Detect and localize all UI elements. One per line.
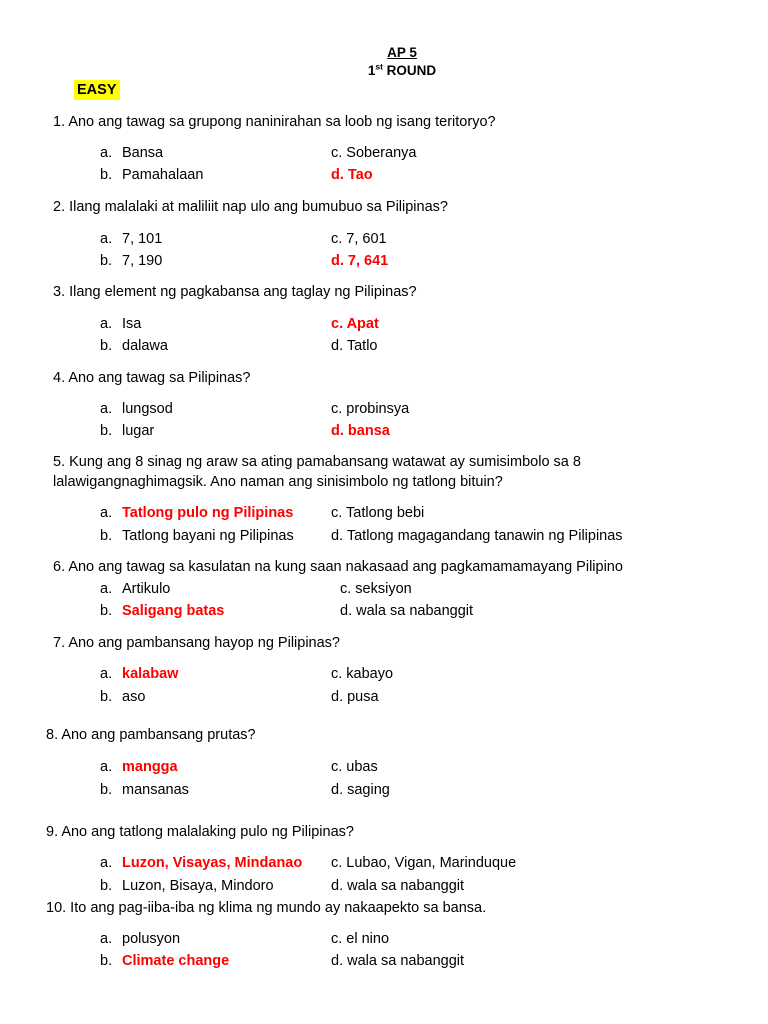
choice-c-correct: c. Apat	[331, 316, 379, 332]
choice-c: c. kabayo	[331, 666, 394, 682]
subject-title: AP 5	[387, 45, 417, 60]
question-8: 8. Ano ang pambansang prutas?	[46, 727, 256, 743]
choice-a-marker: a.	[100, 855, 113, 871]
choice-a-marker: a.	[100, 505, 113, 521]
choice-d: d. Tatlo	[331, 338, 378, 354]
choice-a: Artikulo	[122, 581, 171, 597]
choice-a-marker: a.	[100, 759, 113, 775]
choice-d: d. pusa	[331, 689, 379, 705]
question-10: 10. Ito ang pag-iiba-iba ng klima ng mundo ay nakaapekto sa bansa.	[46, 900, 487, 916]
choice-b-marker: b.	[100, 338, 113, 354]
choice-a: 7, 101	[122, 231, 163, 247]
question-2: 2. Ilang malalaki at maliliit nap ulo ang bumubuo sa Pilipinas?	[53, 199, 448, 215]
choice-a-marker: a.	[100, 666, 113, 682]
choice-c: c. Tatlong bebi	[331, 505, 425, 521]
choice-c: c. 7, 601	[331, 231, 387, 247]
choice-b-marker: b.	[100, 782, 113, 798]
choice-c: c. Lubao, Vigan, Marinduque	[331, 855, 517, 871]
choice-c: c. el nino	[331, 931, 390, 947]
choice-d-correct: d. bansa	[331, 423, 390, 439]
choice-a-marker: a.	[100, 931, 113, 947]
choice-b-correct: Saligang batas	[122, 603, 225, 619]
choice-a-correct: Tatlong pulo ng Pilipinas	[122, 505, 294, 521]
choice-a: polusyon	[122, 931, 181, 947]
question-5-line-2: lalawigangnaghimagsik. Ano naman ang sinisimbolo ng tatlong bituin?	[53, 474, 503, 490]
choice-a-marker: a.	[100, 401, 113, 417]
choice-a: Bansa	[122, 145, 164, 161]
choice-a-correct: mangga	[122, 759, 178, 775]
choice-b-marker: b.	[100, 689, 113, 705]
choice-d: d. wala sa nabanggit	[331, 953, 465, 969]
choice-d-correct: d. Tao	[331, 167, 373, 183]
choice-b: Tatlong bayani ng Pilipinas	[122, 528, 294, 544]
choice-b: aso	[122, 689, 146, 705]
question-1: 1. Ano ang tawag sa grupong naninirahan sa loob ng isang teritoryo?	[53, 114, 496, 130]
choice-b: 7, 190	[122, 253, 163, 269]
choice-b: Pamahalaan	[122, 167, 204, 183]
choice-a-correct: kalabaw	[122, 666, 179, 682]
choice-a: lungsod	[122, 401, 173, 417]
question-7: 7. Ano ang pambansang hayop ng Pilipinas?	[53, 635, 340, 651]
choice-a-marker: a.	[100, 145, 113, 161]
choice-b-marker: b.	[100, 528, 113, 544]
choice-d: d. saging	[331, 782, 390, 798]
choice-d: d. wala sa nabanggit	[331, 878, 465, 894]
choice-b-marker: b.	[100, 167, 113, 183]
choice-d: d. wala sa nabanggit	[340, 603, 474, 619]
choice-b: dalawa	[122, 338, 168, 354]
choice-c: c. probinsya	[331, 401, 410, 417]
choice-b-marker: b.	[100, 423, 113, 439]
choice-b-marker: b.	[100, 878, 113, 894]
choice-b-correct: Climate change	[122, 953, 230, 969]
choice-d-correct: d. 7, 641	[331, 253, 389, 269]
question-6: 6. Ano ang tawag sa kasulatan na kung saan nakasaad ang pagkamamamayang Pilipino	[53, 559, 623, 575]
choice-b: mansanas	[122, 782, 189, 798]
question-4: 4. Ano ang tawag sa Pilipinas?	[53, 370, 251, 386]
choice-a: Isa	[122, 316, 142, 332]
choice-c: c. Soberanya	[331, 145, 417, 161]
choice-a-marker: a.	[100, 316, 113, 332]
round-title: 1st ROUND	[367, 61, 437, 78]
question-3: 3. Ilang element ng pagkabansa ang taglay ng Pilipinas?	[53, 284, 417, 300]
choice-a-correct: Luzon, Visayas, Mindanao	[122, 855, 303, 871]
choice-c: c. ubas	[331, 759, 378, 775]
choice-a-marker: a.	[100, 231, 113, 247]
difficulty-label: EASY	[74, 80, 120, 100]
question-9: 9. Ano ang tatlong malalaking pulo ng Pilipinas?	[46, 824, 354, 840]
question-5: 5. Kung ang 8 sinag ng araw sa ating pamabansang watawat ay sumisimbolo sa 8	[53, 454, 581, 470]
choice-b-marker: b.	[100, 603, 113, 619]
choice-a-marker: a.	[100, 581, 113, 597]
choice-b: Luzon, Bisaya, Mindoro	[122, 878, 274, 894]
choice-d: d. Tatlong magagandang tanawin ng Pilipinas	[331, 528, 623, 544]
choice-b: lugar	[122, 423, 155, 439]
choice-b-marker: b.	[100, 253, 113, 269]
choice-b-marker: b.	[100, 953, 113, 969]
choice-c: c. seksiyon	[340, 581, 412, 597]
